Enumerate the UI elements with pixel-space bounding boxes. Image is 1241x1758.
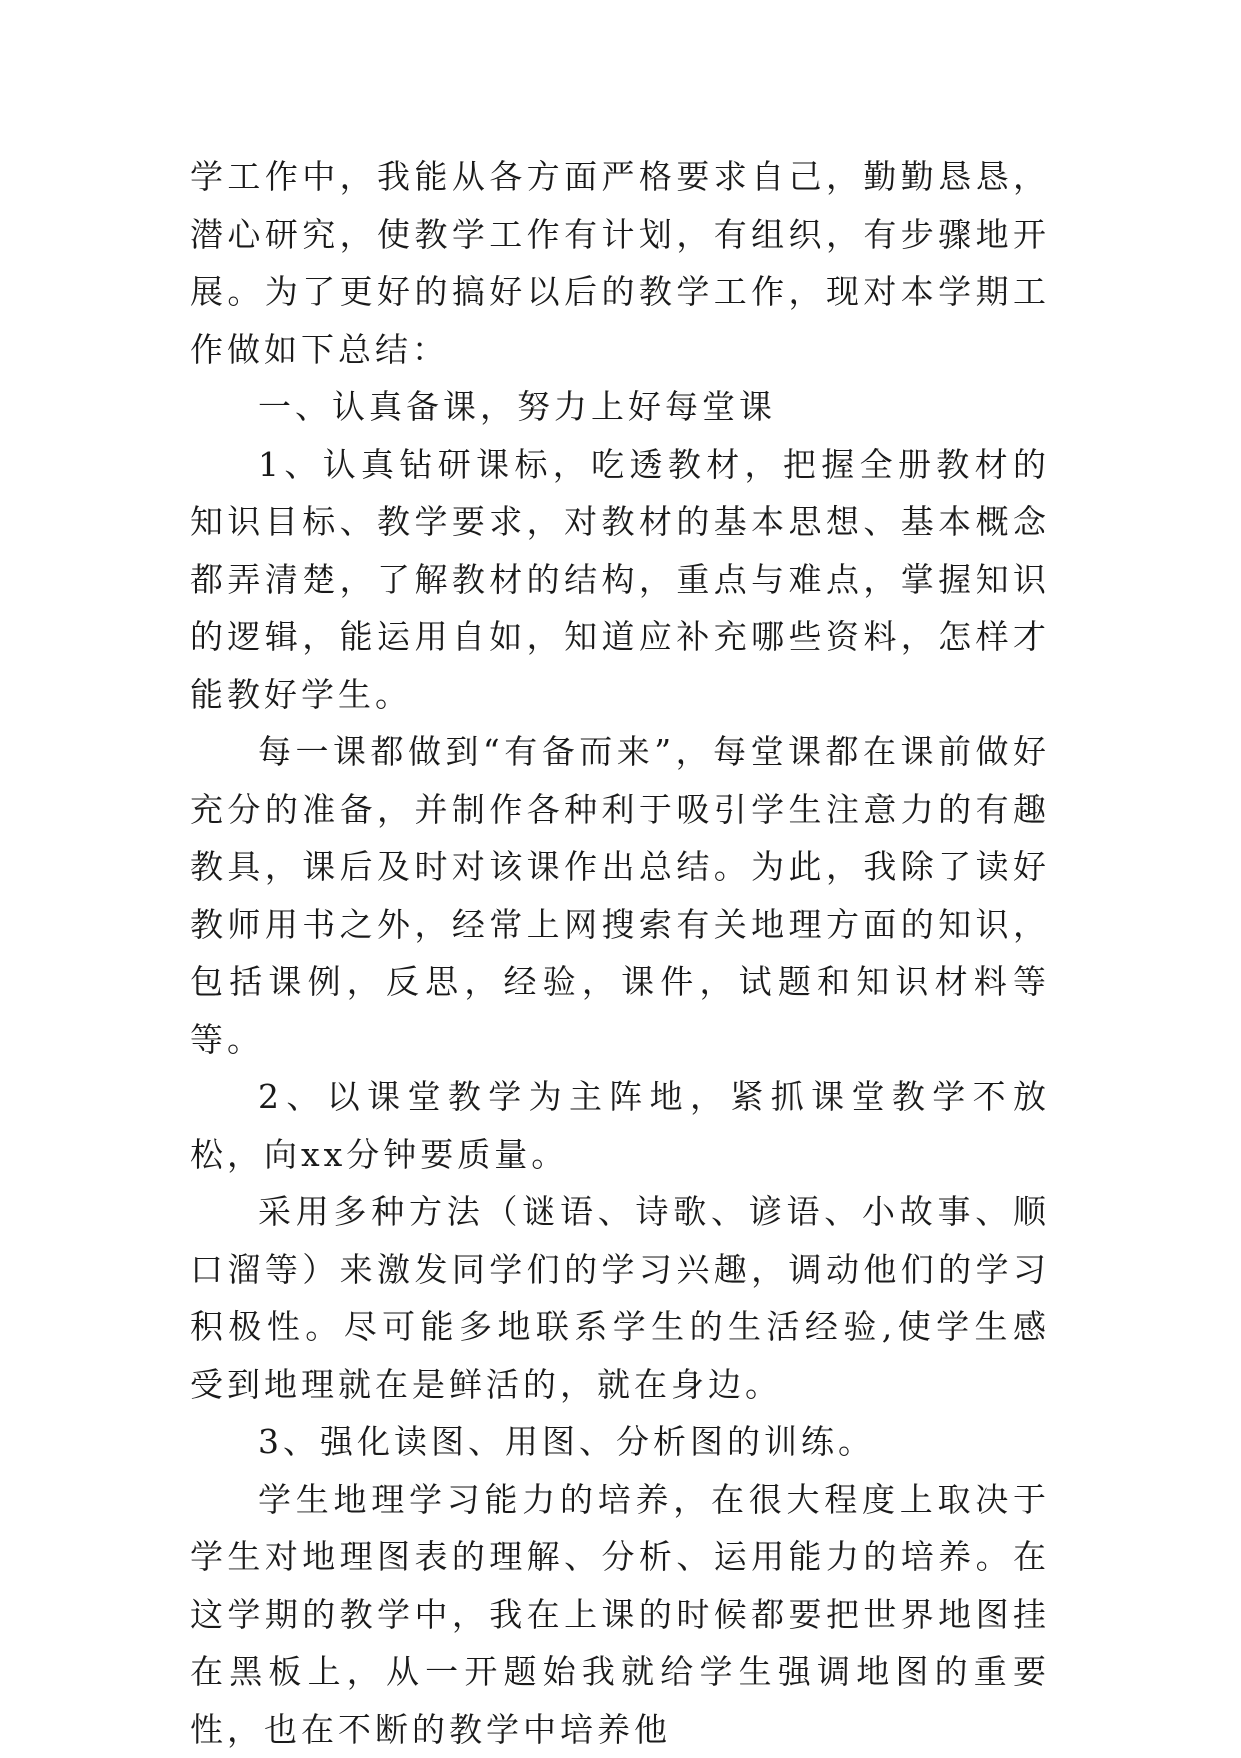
paragraph-1: 学工作中，我能从各方面严格要求自己，勤勤恳恳，潜心研究，使教学工作有计划，有组织，有步骤地开展。为了更好的搞好以后的教学工作，现对本学期工作做如下总结： [190, 148, 1050, 378]
paragraph-4: 每一课都做到“有备而来”，每堂课都在课前做好充分的准备，并制作各种利于吸引学生注意力的有趣教具，课后及时对该课作出总结。为此，我除了读好教师用书之外，经常上网搜索有关地理方面的知识，包括课例，反思，经验，课件，试题和知识材料等等。 [190, 723, 1050, 1068]
paragraph-8: 学生地理学习能力的培养，在很大程度上取决于学生对地理图表的理解、分析、运用能力的培养。在这学期的教学中，我在上课的时候都要把世界地图挂在黑板上，从一开题始我就给学生强调地图的重要性，也在不断的教学中培养他 [190, 1471, 1050, 1758]
paragraph-item-1: 1、认真钻研课标，吃透教材，把握全册教材的知识目标、教学要求，对教材的基本思想、基本概念都弄清楚，了解教材的结构，重点与难点，掌握知识的逻辑，能运用自如，知道应补充哪些资料，怎样才能教好学生。 [190, 436, 1050, 724]
paragraph-6: 采用多种方法（谜语、诗歌、谚语、小故事、顺口溜等）来激发同学们的学习兴趣，调动他们的学习积极性。尽可能多地联系学生的生活经验,使学生感受到地理就在是鲜活的，就在身边。 [190, 1183, 1050, 1413]
paragraph-item-2: 2、以课堂教学为主阵地，紧抓课堂教学不放松，向xx分钟要质量。 [190, 1068, 1050, 1183]
section-heading-1: 一、认真备课，努力上好每堂课 [190, 378, 1050, 436]
paragraph-item-3: 3、强化读图、用图、分析图的训练。 [190, 1413, 1050, 1471]
document-body [190, 148, 1050, 1758]
